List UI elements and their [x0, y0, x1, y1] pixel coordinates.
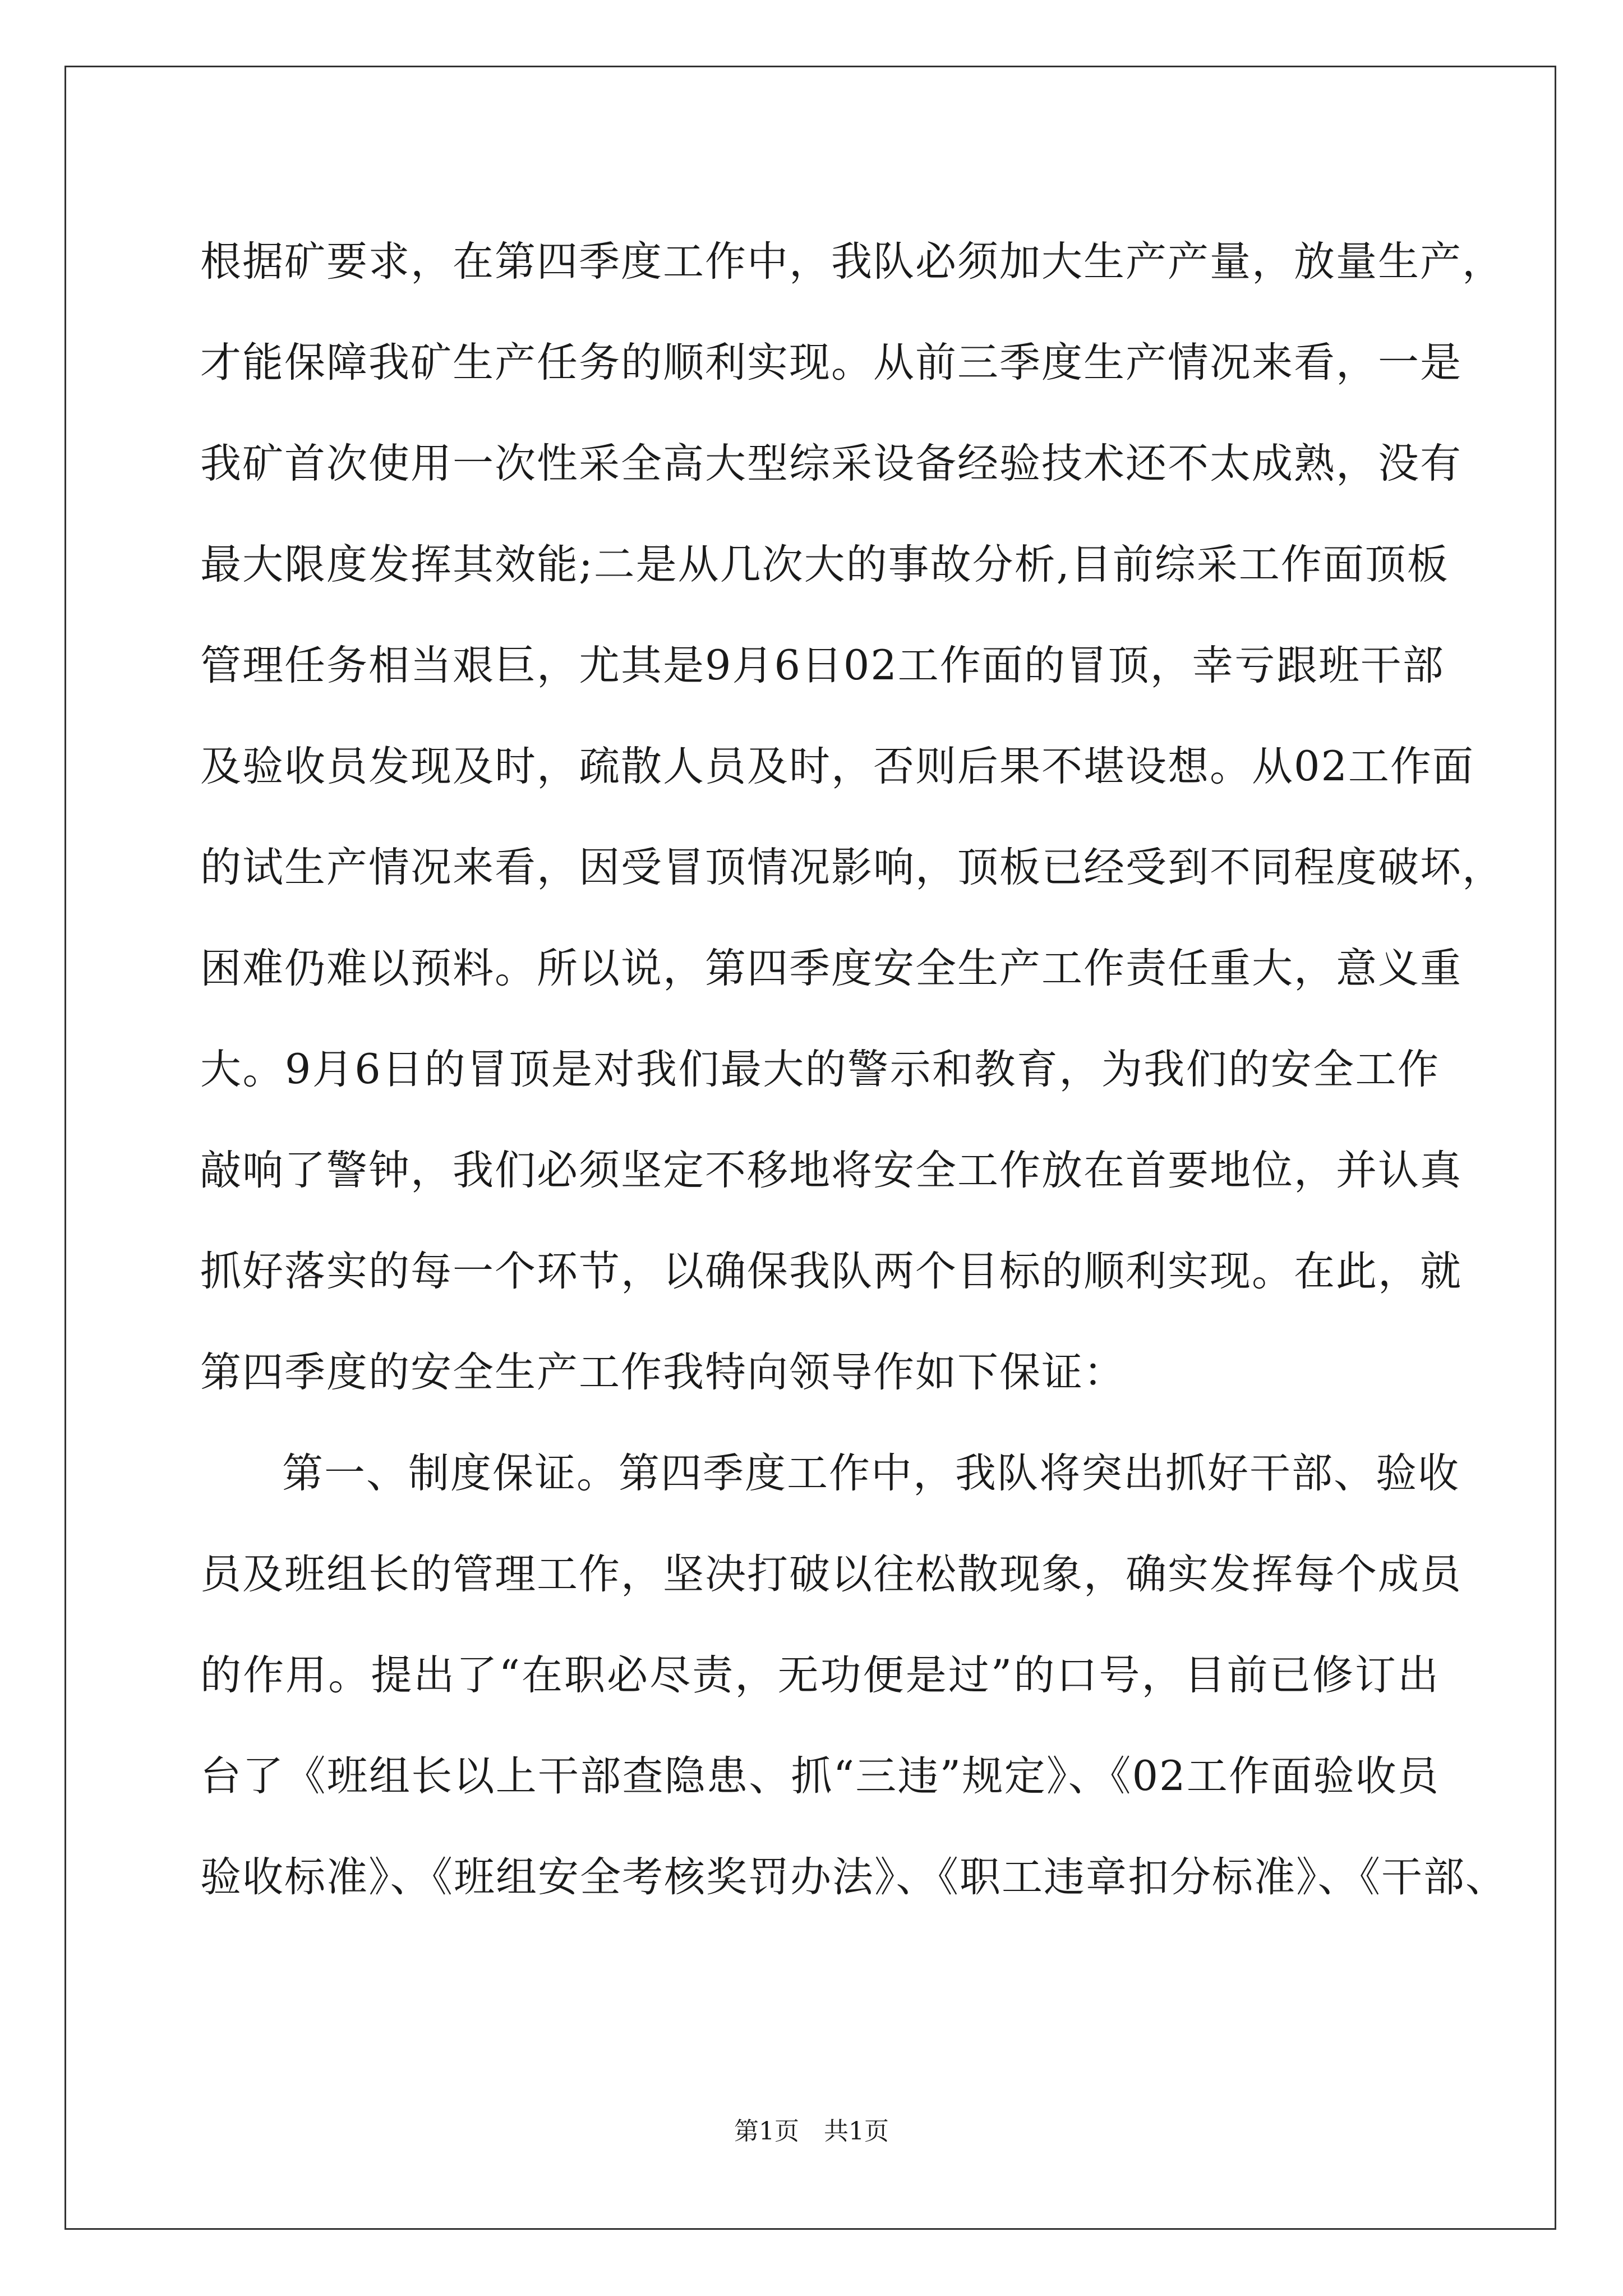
page-number-footer: 第1页 共1页: [734, 2117, 889, 2146]
text-line: 的试生产情况来看，因受冒顶情况影响，顶板已经受到不同程度破坏，: [200, 844, 1504, 891]
text-line: 大。9月6日的冒顶是对我们最大的警示和教育，为我们的安全工作: [200, 1046, 1440, 1093]
text-line: 第一、制度保证。第四季度工作中，我队将突出抓好干部、验收: [282, 1450, 1460, 1497]
text-line: 员及班组长的管理工作，坚决打破以往松散现象，确实发挥每个成员: [200, 1550, 1462, 1598]
text-line: 最大限度发挥其效能;二是从几次大的事故分析,目前综采工作面顶板: [200, 541, 1449, 588]
text-line: 我矿首次使用一次性采全高大型综采设备经验技术还不太成熟，没有: [200, 440, 1462, 487]
document-body: [200, 211, 1507, 1928]
text-line: 及验收员发现及时，疏散人员及时，否则后果不堪设想。从02工作面: [200, 743, 1474, 790]
text-line: 敲响了警钟，我们必须坚定不移地将安全工作放在首要地位，并认真: [200, 1147, 1462, 1194]
text-line: 台了《班组长以上干部查隐患、抓“三违”规定》、《02工作面验收员: [200, 1752, 1440, 1800]
text-line: 困难仍难以预料。所以说，第四季度安全生产工作责任重大，意义重: [200, 945, 1462, 992]
paragraph-2: [200, 1423, 1507, 1928]
text-line: 第四季度的安全生产工作我特向领导作如下保证：: [200, 1349, 1126, 1396]
text-line: 的作用。提出了“在职必尽责，无功便是过”的口号，目前已修订出: [200, 1651, 1440, 1699]
text-line: 管理任务相当艰巨，尤其是9月6日02工作面的冒顶，幸亏跟班干部: [200, 642, 1445, 689]
text-line: 才能保障我矿生产任务的顺利实现。从前三季度生产情况来看，一是: [200, 339, 1462, 386]
paragraph-1: [200, 211, 1504, 1423]
text-line: 验收标准》、《班组安全考核奖罚办法》、《职工违章扣分标准》、《干部、: [200, 1853, 1507, 1901]
text-line: 抓好落实的每一个环节，以确保我队两个目标的顺利实现。在此，就: [200, 1248, 1462, 1295]
text-line: 根据矿要求，在第四季度工作中，我队必须加大生产产量，放量生产，: [200, 238, 1504, 286]
